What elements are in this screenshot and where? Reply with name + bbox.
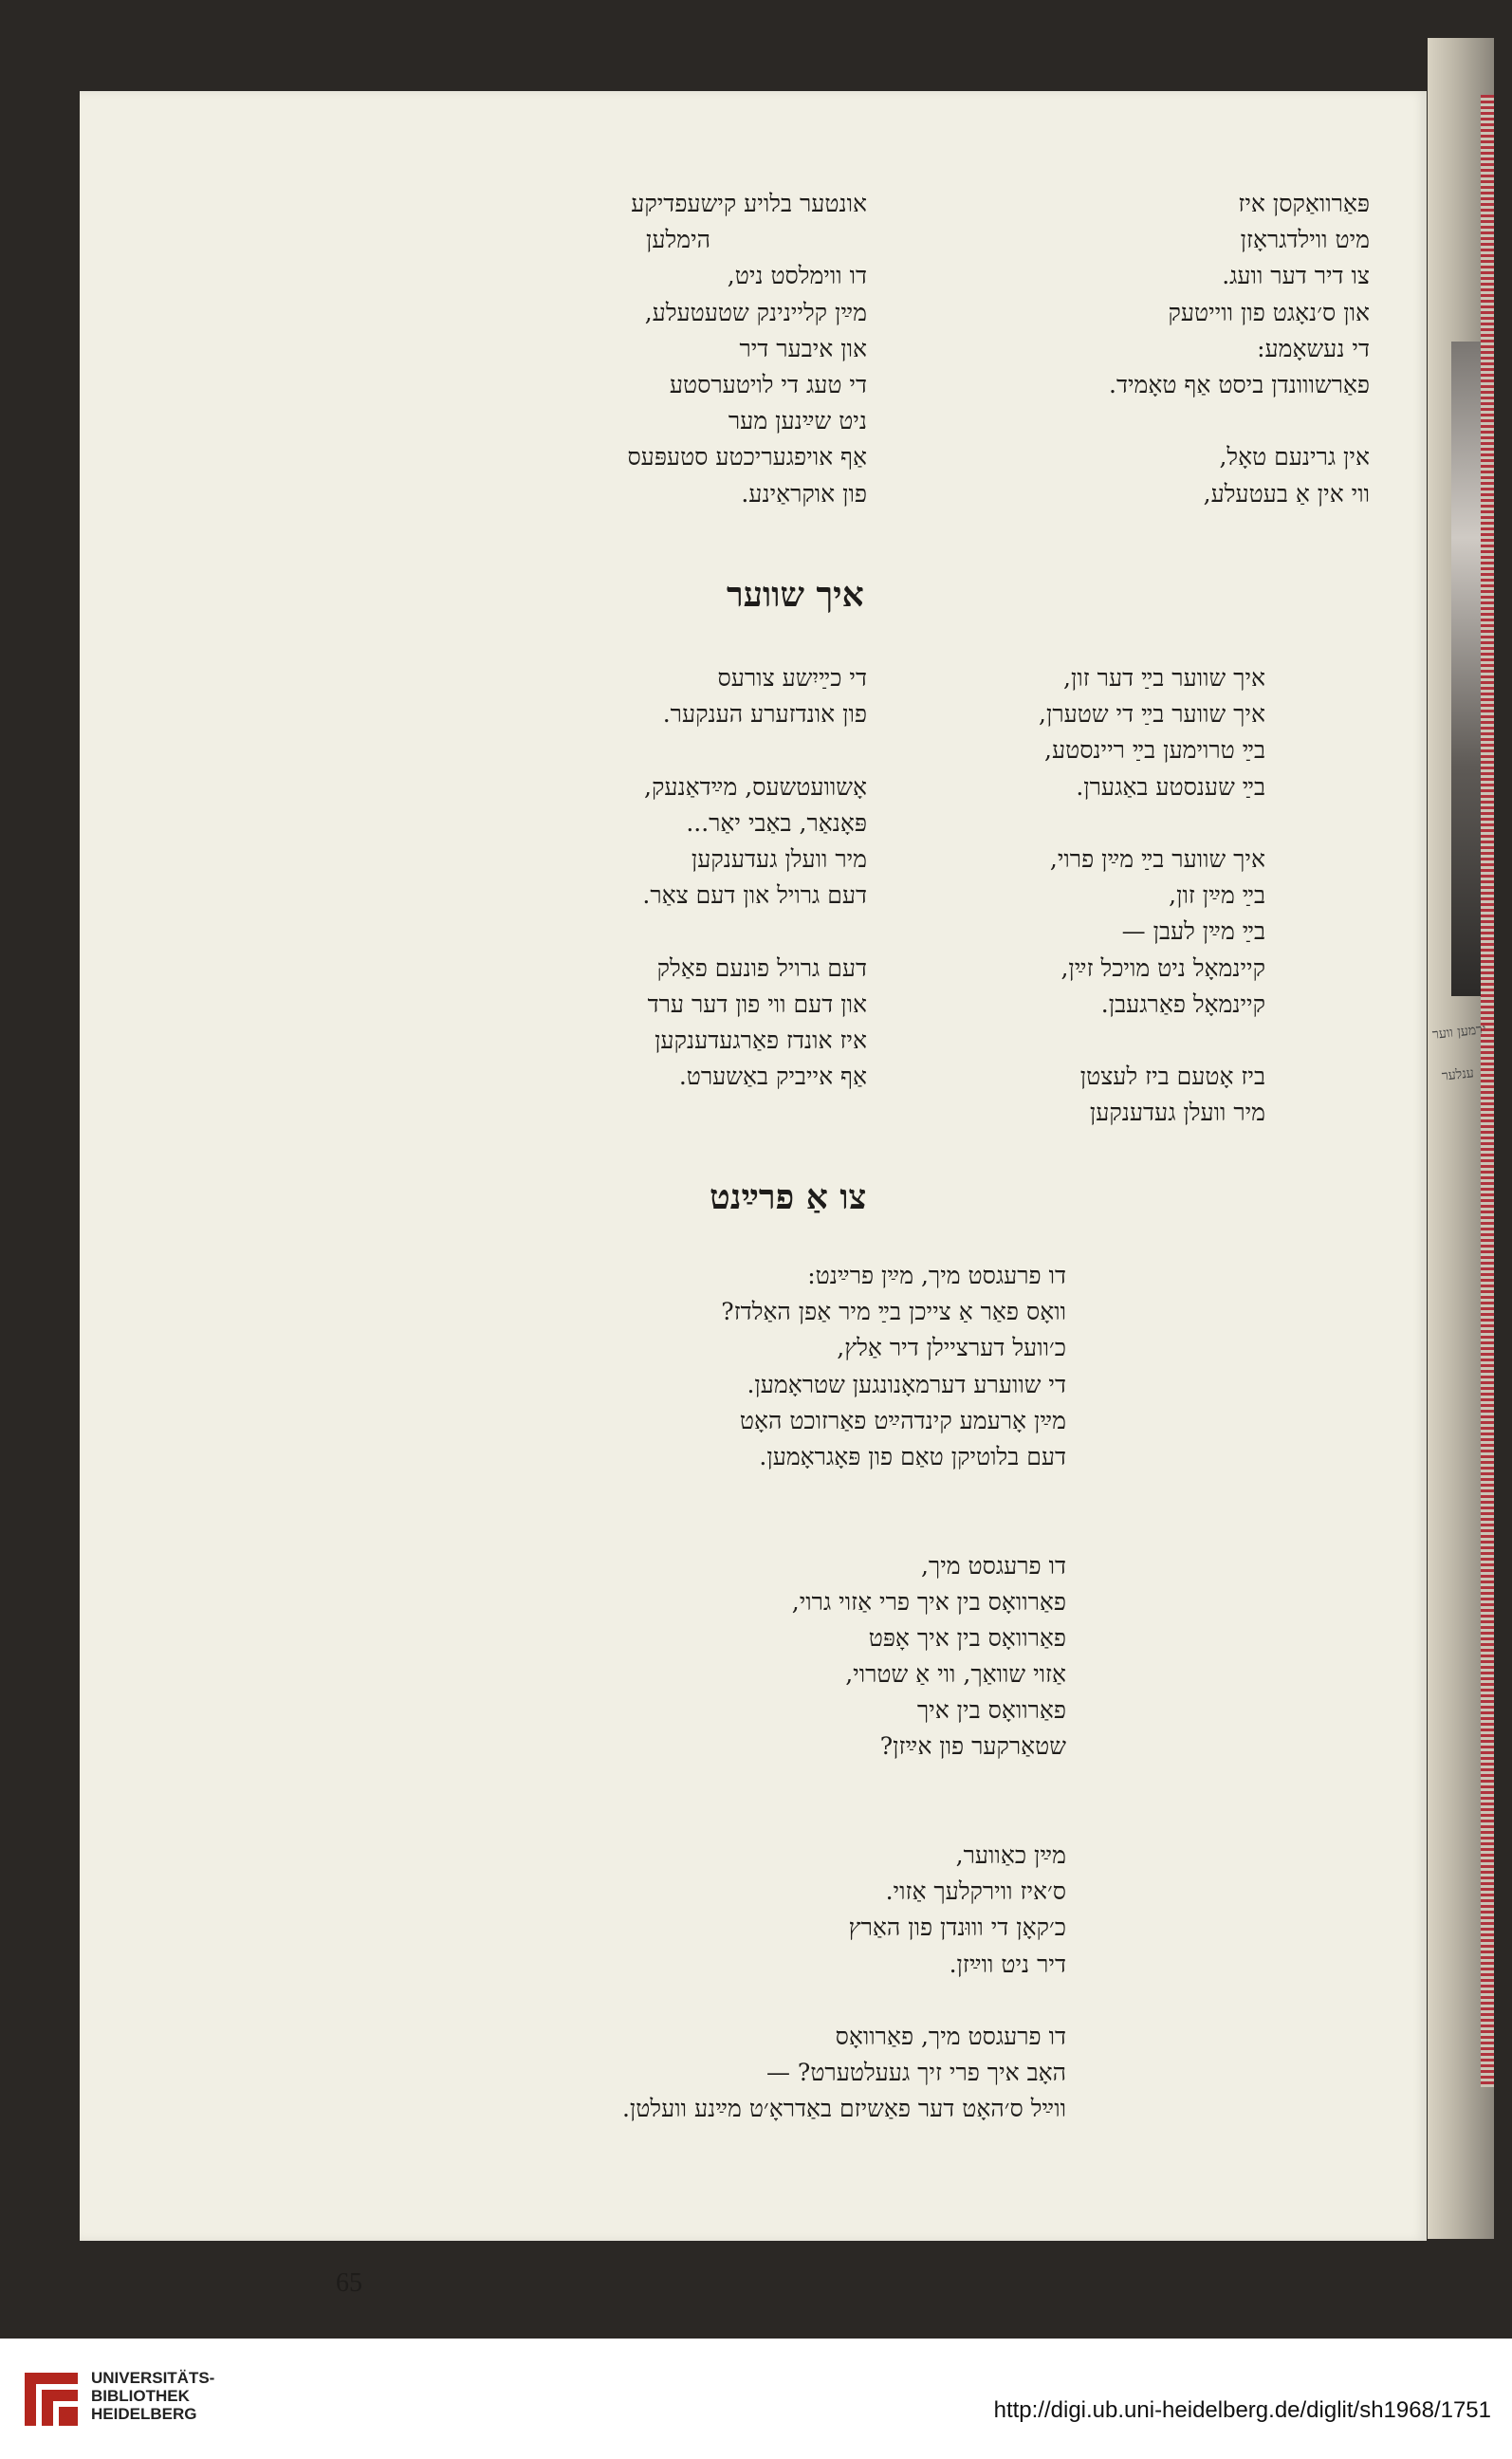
text-line: מײַן קליינינק שטעטעלע, [644, 298, 867, 326]
text-line: וואָס פאַר אַ צייכן בײַ מיר אַפן האַלדז? [721, 1298, 1066, 1326]
text-line: ס׳איז ווירקלעך אַזוי. [885, 1877, 1066, 1906]
text-line: מיר וועלן געדענקען [1089, 1099, 1265, 1127]
text-line: כ׳וועל דערציילן דיר אַלץ, [837, 1334, 1066, 1362]
text-line: ווי אין אַ בעטעלע, [1203, 479, 1370, 508]
text-line: בײַ מײַן זון, [1169, 881, 1265, 910]
text-line: הימלען [646, 226, 710, 254]
text-line: איך שווער בײַ מײַן פרוי, [1049, 844, 1265, 873]
book-page [80, 91, 1427, 2298]
text-line: האָב איך פרי זיך געעלטערט? — [765, 2059, 1066, 2087]
text-line: אַף אייביק באַשערט. [678, 1063, 867, 1091]
text-line: פאַרוואָס בין איך פרי אַזוי גרוי, [791, 1587, 1066, 1616]
footer-bar [0, 2339, 1512, 2459]
text-line: דו ווימלסט ניט, [727, 262, 867, 290]
text-line [1109, 403, 1370, 439]
poem1-left-column [642, 660, 867, 1095]
text-line: איך שווער בײַ דער זון, [1063, 664, 1265, 692]
text-line: בײַ שענסטע באַגערן. [1076, 772, 1265, 801]
text-line: דעם בלוטיקן טאַם פון פּאָגראָמען. [759, 1442, 1066, 1470]
text-line: קיינמאָל פאַרגעבן. [1100, 989, 1265, 1018]
text-line: ווײַל ס׳האָט דער פאַשיזם באַדראָ׳ט מײַנע וועלטן. [621, 2095, 1066, 2123]
text-line: פאַרוואָס בין איך [916, 1696, 1066, 1725]
text-line: מײַן כאַווער, [955, 1841, 1066, 1869]
text-line: די כײַיִשע צורעס [717, 664, 867, 692]
library-name-line: UNIVERSITÄTS- [91, 2369, 215, 2387]
text-line: פּאַרוואַקסן איז [1238, 190, 1370, 217]
text-line: און איבער דיר [739, 334, 867, 362]
text-line: און דעם ווי פון דער ערד [647, 989, 867, 1018]
margin-note: ענלער [1441, 1065, 1475, 1084]
text-line: דעם גרויל און דעם צאַר. [642, 881, 867, 910]
text-line: פון אוקראַינע. [741, 479, 867, 508]
text-line: אין גרינעם טאָל, [1219, 443, 1370, 471]
text-line: דו פרעגסט מיך, פאַרוואָס [835, 2022, 1066, 2050]
text-line: קיינמאָל ניט מויכל זײַן, [1060, 953, 1265, 982]
text-line: דו פרעגסט מיך, מײַן פרײַנט: [807, 1262, 1066, 1289]
text-line [622, 1766, 1066, 1802]
text-line: דיר ניט ווײַזן. [949, 1950, 1066, 1978]
library-logo-icon [17, 2365, 85, 2433]
text-line: אַזוי שוואַך, ווי אַ שטרוי, [845, 1660, 1066, 1689]
stanza-top-right [1109, 186, 1370, 512]
stanza-top-left [627, 186, 867, 512]
text-line: פּאָנאַר, באַבי יאַר... [686, 808, 867, 837]
poem-title: איך שווער [727, 575, 864, 615]
text-line: ביז אָטעם ביז לעצטן [1079, 1063, 1265, 1091]
text-line: דעם גרויל פונעם פאַלק [656, 953, 867, 982]
text-line [622, 1802, 1066, 1838]
text-line [622, 1511, 1066, 1547]
text-line: צו דיר דער וועג. [1222, 262, 1370, 290]
text-line [1039, 805, 1265, 841]
text-line: שטאַרקער פון אײַזן? [879, 1732, 1066, 1761]
library-name-line: BIBLIOTHEK [91, 2387, 190, 2405]
text-line: דו פרעגסט מיך, [920, 1551, 1066, 1580]
source-url-link[interactable]: http://digi.ub.uni-heidelberg.de/diglit/sh1968/1751 [993, 2397, 1491, 2423]
text-line [622, 1475, 1066, 1511]
book-binding-edge [1481, 95, 1494, 2087]
text-line: אַף אויפגעריכטע סטעפּעס [627, 443, 867, 471]
text-line: בײַ מײַן לעבן — [1121, 917, 1265, 946]
text-line: איז אונדז פאַרגעדענקען [655, 1026, 867, 1054]
library-name-line: HEIDELBERG [91, 2405, 197, 2423]
poem2-column [622, 1258, 1066, 2128]
text-line [622, 1983, 1066, 2019]
adjacent-page-edge [1428, 38, 1494, 2239]
text-line: פאַרשווונדן ביסט אַף טאָמיד. [1109, 370, 1370, 398]
poem-title: צו אַ פרײַנט [710, 1177, 867, 1217]
text-line [642, 914, 867, 950]
text-line: בײַ טרוימען בײַ ריינסטע, [1044, 736, 1265, 765]
text-line: פון אונדזערע הענקער. [662, 700, 867, 729]
text-line: די שווערע דערמאָנונגען שטראָמען. [747, 1370, 1066, 1398]
text-line: אונטער בלויע קישעפדיקע [631, 190, 867, 217]
text-line: מיר וועלן געדענקען [691, 844, 867, 873]
library-name [91, 2369, 214, 2423]
text-line: איך שווער בײַ די שטערן, [1039, 700, 1265, 729]
text-line: מיט ווילדגראָזן [1240, 226, 1370, 254]
text-line [1039, 1023, 1265, 1059]
text-line: די נעשאָמע: [1257, 334, 1370, 362]
text-line: מײַן אָרעמע קינדהײַט פאַרזוכט האָט [739, 1406, 1066, 1434]
text-line: פאַרוואָס בין איך אָפּט [868, 1623, 1066, 1652]
text-line: און ס׳נאָגט פון ווייטעק [1168, 298, 1370, 326]
text-line: אָשוועטשעס, מײַדאַנעק, [644, 772, 867, 801]
text-line: די טעג די לויטערסטע [669, 370, 867, 398]
margin-note: ירמען ווער [1431, 1022, 1487, 1043]
poem1-right-column [1039, 660, 1265, 1131]
text-line: ניט שײַנען מער [728, 407, 867, 435]
text-line: כ׳קאָן די וווּנדן פון האַרץ [848, 1914, 1066, 1942]
text-line [642, 732, 867, 768]
page-number: 65 [336, 2268, 362, 2298]
